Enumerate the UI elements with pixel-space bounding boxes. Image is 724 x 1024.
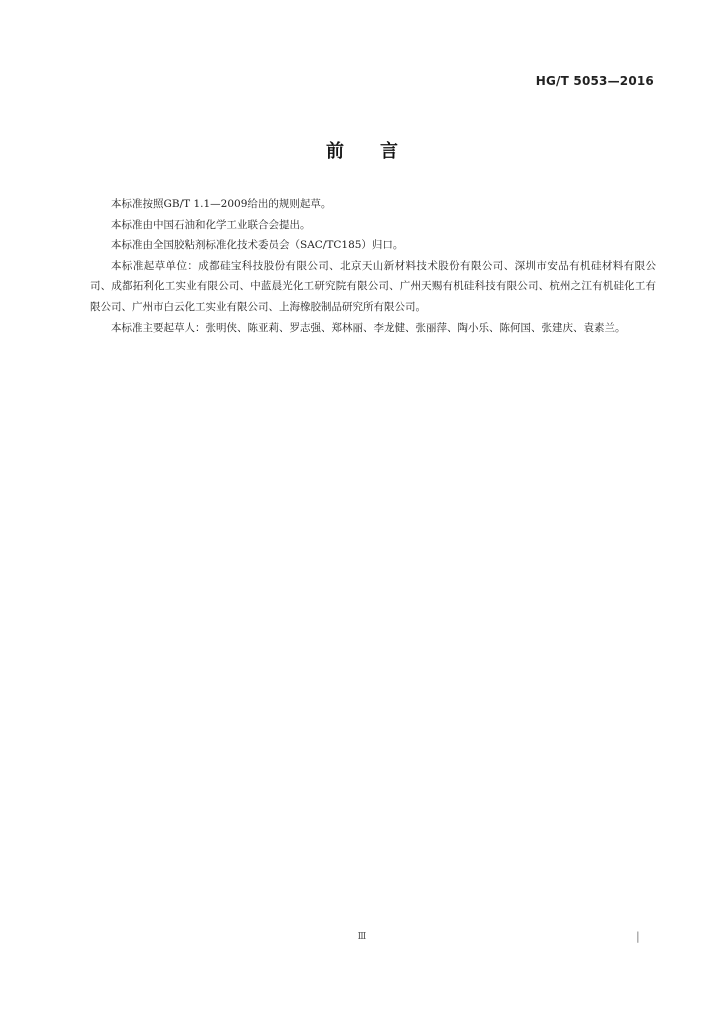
page-number: Ⅲ	[357, 932, 367, 942]
standard-code: HG/T 5053—2016	[535, 74, 654, 88]
paragraph-drafting-rules: 本标准按照GB/T 1.1—2009给出的规则起草。	[111, 198, 332, 210]
paragraph-proposer: 本标准由中国石油和化学工业联合会提出。	[111, 218, 311, 231]
paragraph-main-drafters: 本标准主要起草人：张明侠、陈亚莉、罗志强、郑林丽、李龙健、张丽萍、陶小乐、陈何国、张建庆、袁素兰。	[111, 321, 626, 334]
paragraph-technical-committee: 本标准由全国胶粘剂标准化技术委员会（SAC/TC185）归口。	[111, 239, 404, 252]
page-title: 前言	[326, 141, 434, 162]
foreword-body	[90, 194, 656, 338]
edge-mark: |	[636, 930, 640, 943]
paragraph-drafting-units: 本标准起草单位：成都硅宝科技股份有限公司、北京天山新材料技术股份有限公司、深圳市安品有机硅材料有限公司、成都拓利化工实业有限公司、中蓝晨光化工研究院有限公司、广州天赐有机硅科技有限公司、杭州之江有机硅化工有限公司、广州市白云化工实业有限公司、上海橡胶制品研究所有限公司。	[90, 259, 656, 313]
